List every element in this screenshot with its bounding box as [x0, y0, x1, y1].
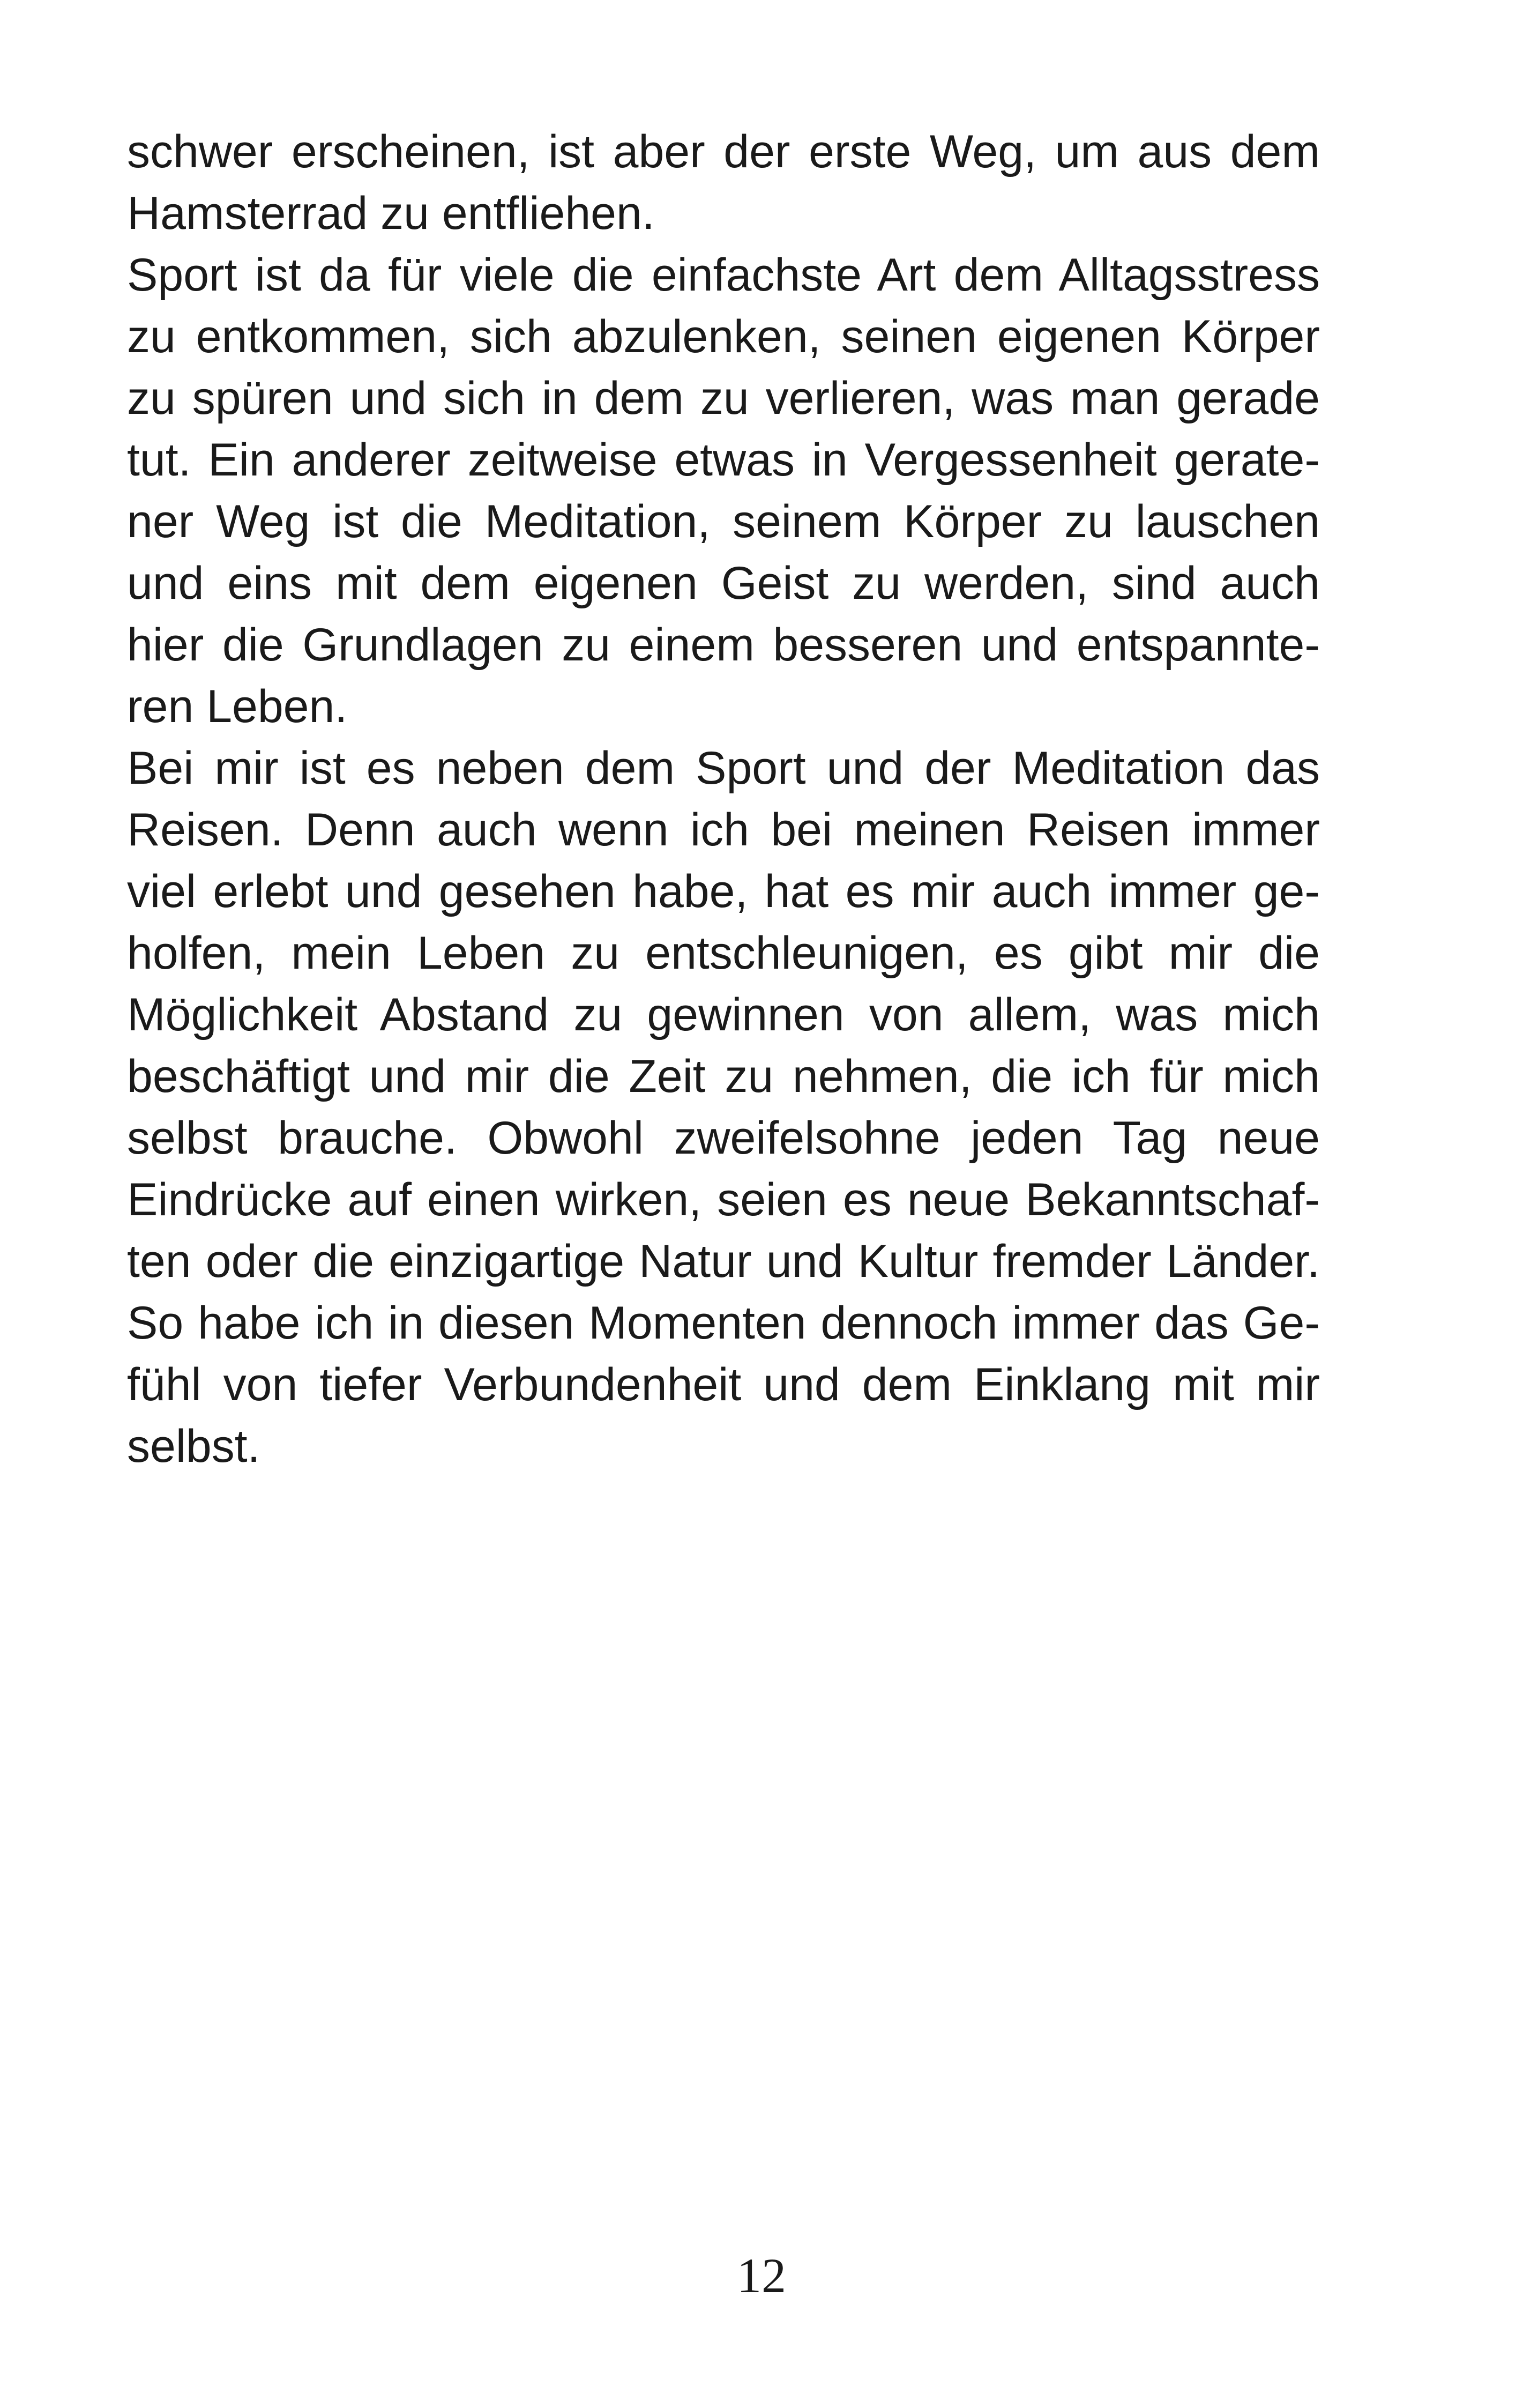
text-line: tut. Ein anderer zeitweise etwas in Vergessenheit gerate-: [127, 434, 1320, 486]
text-line: hier die Grundlagen zu einem besseren und entspannte-: [127, 619, 1320, 671]
text-line: ner Weg ist die Meditation, seinem Körper zu lauschen: [127, 496, 1320, 547]
text-line: Sport ist da für viele die einfachste Art dem Alltagsstress: [127, 249, 1320, 301]
text-line: ten oder die einzigartige Natur und Kultur fremder Länder.: [127, 1236, 1320, 1287]
text-line: selbst.: [127, 1421, 260, 1472]
text-line: Eindrücke auf einen wirken, seien es neue Bekanntschaf-: [127, 1174, 1320, 1225]
text-line: fühl von tiefer Verbundenheit und dem Einklang mit mir: [127, 1359, 1320, 1410]
text-line: zu spüren und sich in dem zu verlieren, was man gerade: [127, 373, 1320, 424]
text-line: ren Leben.: [127, 681, 348, 732]
text-line: So habe ich in diesen Momenten dennoch immer das Ge-: [127, 1297, 1320, 1349]
text-line: Möglichkeit Abstand zu gewinnen von allem, was mich: [127, 989, 1320, 1041]
body-text: [127, 121, 1320, 1477]
text-line: zu entkommen, sich abzulenken, seinen eigenen Körper: [127, 311, 1320, 362]
page-number: 12: [737, 2248, 786, 2303]
text-line: Bei mir ist es neben dem Sport und der Meditation das: [127, 742, 1320, 794]
text-line: beschäftigt und mir die Zeit zu nehmen, die ich für mich: [127, 1051, 1320, 1102]
text-line: Hamsterrad zu entfliehen.: [127, 188, 655, 239]
text-line: Reisen. Denn auch wenn ich bei meinen Reisen immer: [127, 804, 1320, 856]
text-line: viel erlebt und gesehen habe, hat es mir auch immer ge-: [127, 866, 1320, 917]
text-line: holfen, mein Leben zu entschleunigen, es gibt mir die: [127, 927, 1320, 979]
text-line: selbst brauche. Obwohl zweifelsohne jeden Tag neue: [127, 1112, 1320, 1164]
text-line: schwer erscheinen, ist aber der erste Weg, um aus dem: [127, 126, 1320, 177]
text-line: und eins mit dem eigenen Geist zu werden, sind auch: [127, 558, 1320, 609]
